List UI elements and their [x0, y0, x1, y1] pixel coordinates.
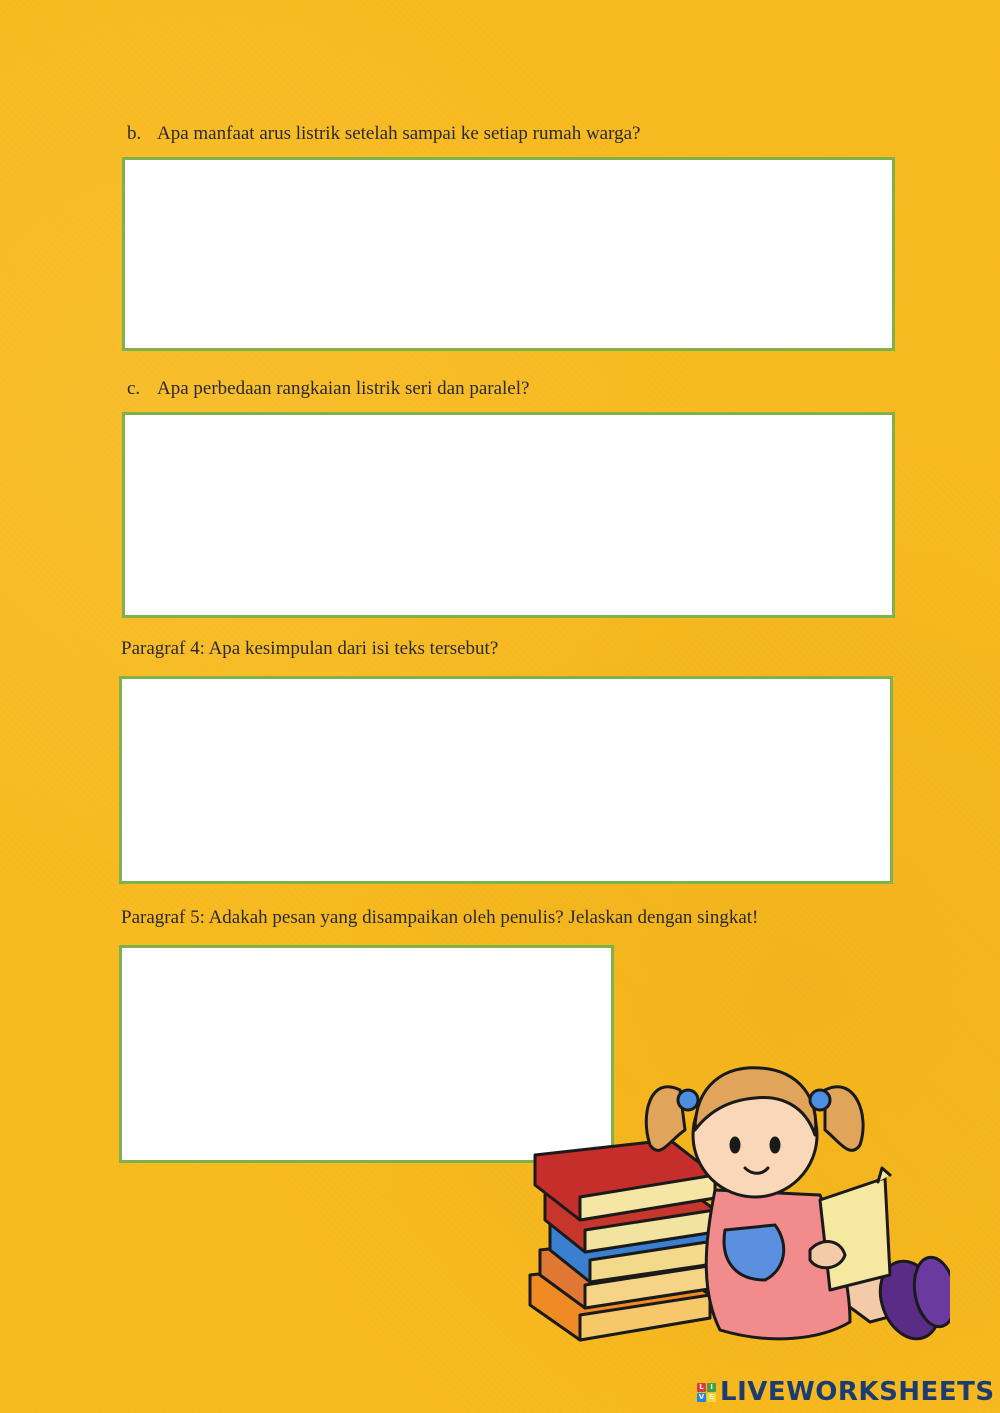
answer-box-paragraf-4[interactable]: [119, 676, 893, 884]
question-paragraf-5: [121, 907, 758, 929]
question-c-text: Apa perbedaan rangkaian listrik seri dan paralel?: [157, 378, 530, 399]
logo-block-i: I: [707, 1383, 716, 1392]
answer-box-b[interactable]: [122, 157, 895, 351]
question-paragraf-4: [121, 638, 498, 660]
logo-block-v: V: [698, 1392, 705, 1401]
question-c: [127, 378, 529, 400]
logo-block-l: L: [697, 1383, 706, 1392]
reading-girl-illustration: [520, 1060, 950, 1370]
logo-blocks-icon: [697, 1383, 716, 1402]
book-stack-icon: [530, 1140, 720, 1340]
question-b-marker: b.: [127, 123, 142, 144]
question-c-marker: c.: [127, 378, 141, 399]
reading-girl-icon: [520, 1060, 950, 1365]
question-b-text: Apa manfaat arus listrik setelah sampai ke setiap rumah warga?: [157, 123, 641, 144]
question-paragraf-4-text: Paragraf 4: Apa kesimpulan dari isi teks tersebut?: [121, 638, 499, 659]
answer-box-c[interactable]: [122, 412, 895, 618]
question-paragraf-5-text: Paragraf 5: Adakah pesan yang disampaikan oleh penulis? Jelaskan dengan singkat!: [121, 907, 759, 928]
logo-text: LIVEWORKSHEETS: [720, 1377, 995, 1407]
logo-block-e: E: [707, 1393, 716, 1402]
liveworksheets-logo[interactable]: [697, 1378, 995, 1406]
question-b: [127, 123, 640, 145]
